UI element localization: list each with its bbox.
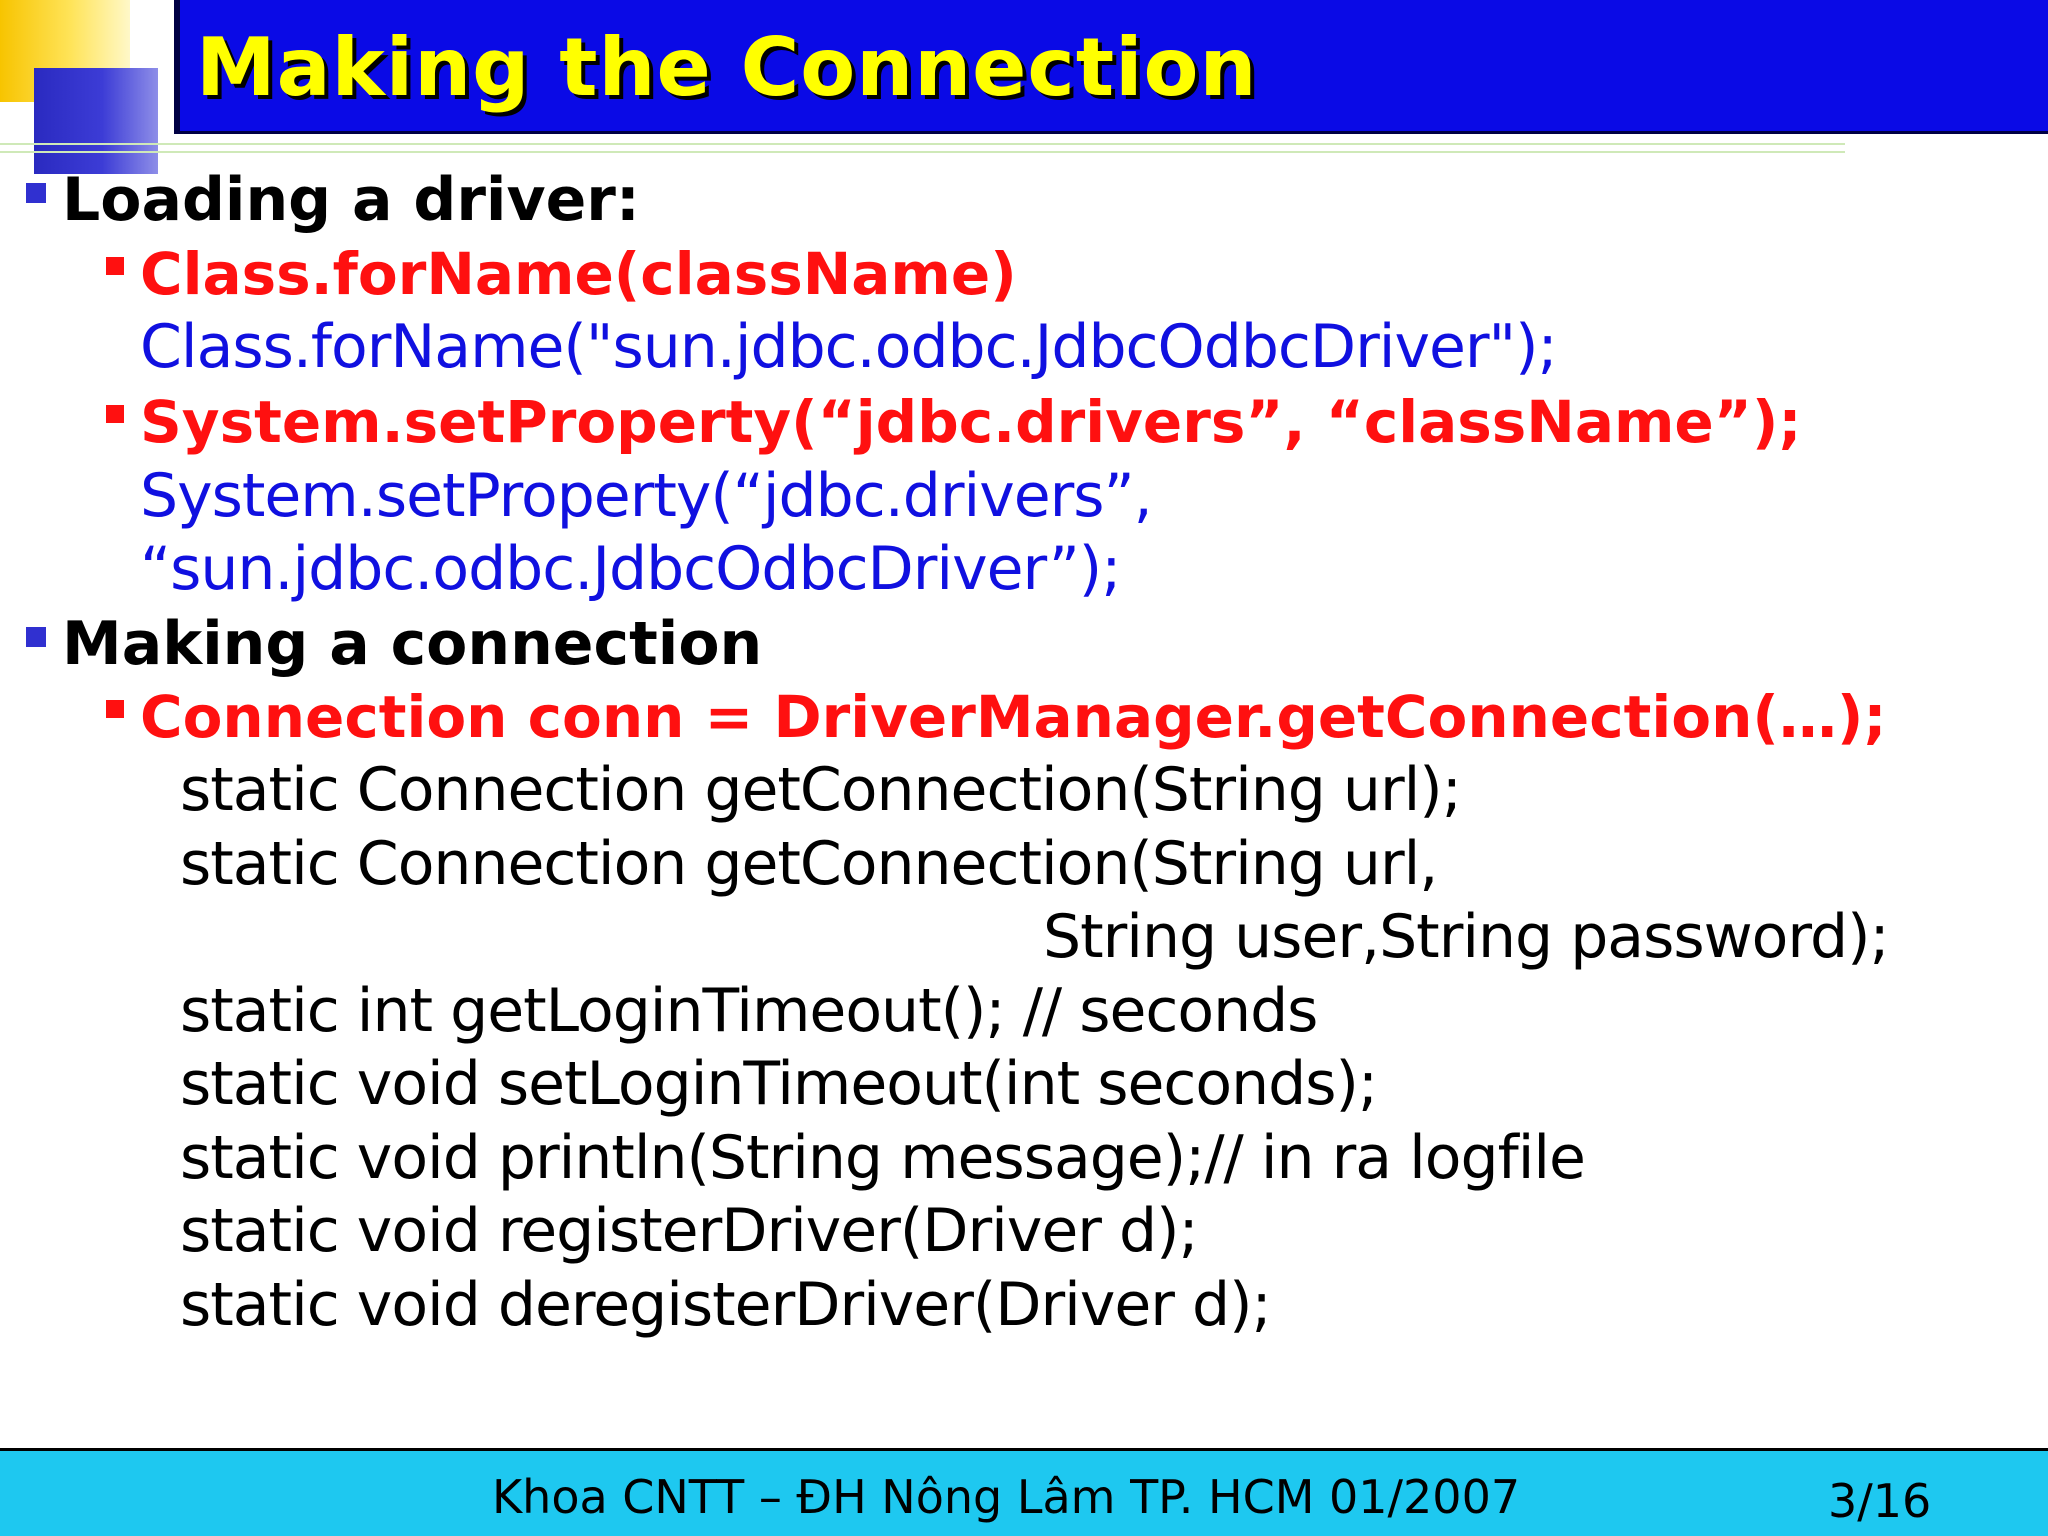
code-line: static int getLoginTimeout(); // seconds — [180, 976, 1318, 1046]
sub-bullet-square-icon — [106, 257, 124, 275]
sub-bullet-square-icon — [106, 405, 124, 423]
section-heading: Making a connection — [62, 609, 763, 679]
footer-bar — [0, 1448, 2048, 1536]
divider-lines — [0, 143, 1845, 155]
code-line: static Connection getConnection(String url, — [180, 829, 1438, 899]
bullet-square-icon — [26, 183, 46, 203]
code-example-line: Class.forName("sun.jdbc.odbc.JdbcOdbcDriver"); — [140, 312, 1557, 382]
code-example-line: System.setProperty(“jdbc.drivers”, — [140, 461, 1152, 531]
method-signature: System.setProperty(“jdbc.drivers”, “className”); — [140, 388, 1802, 456]
slide-title: Making the Connection — [196, 21, 1258, 114]
code-line: static void setLoginTimeout(int seconds); — [180, 1049, 1378, 1119]
corner-blue-square — [34, 68, 158, 174]
method-signature: Connection conn = DriverManager.getConnection(…); — [140, 683, 1887, 751]
code-line: static Connection getConnection(String url); — [180, 755, 1461, 825]
section-heading: Loading a driver: — [62, 165, 640, 235]
bullet-square-icon — [26, 627, 46, 647]
method-signature: Class.forName(className) — [140, 240, 1017, 308]
page-number: 3/16 — [1828, 1474, 1932, 1528]
code-line: static void registerDriver(Driver d); — [180, 1196, 1198, 1266]
footer-text: Khoa CNTT – ĐH Nông Lâm TP. HCM 01/2007 — [492, 1470, 1521, 1524]
code-line: static void println(String message);// in ra logfile — [180, 1123, 1585, 1193]
code-line: static void deregisterDriver(Driver d); — [180, 1270, 1271, 1340]
sub-bullet-square-icon — [106, 700, 124, 718]
code-line: String user,String password); — [1043, 902, 1889, 972]
code-example-line: “sun.jdbc.odbc.JdbcOdbcDriver”); — [140, 534, 1121, 604]
title-bar — [174, 0, 2048, 134]
